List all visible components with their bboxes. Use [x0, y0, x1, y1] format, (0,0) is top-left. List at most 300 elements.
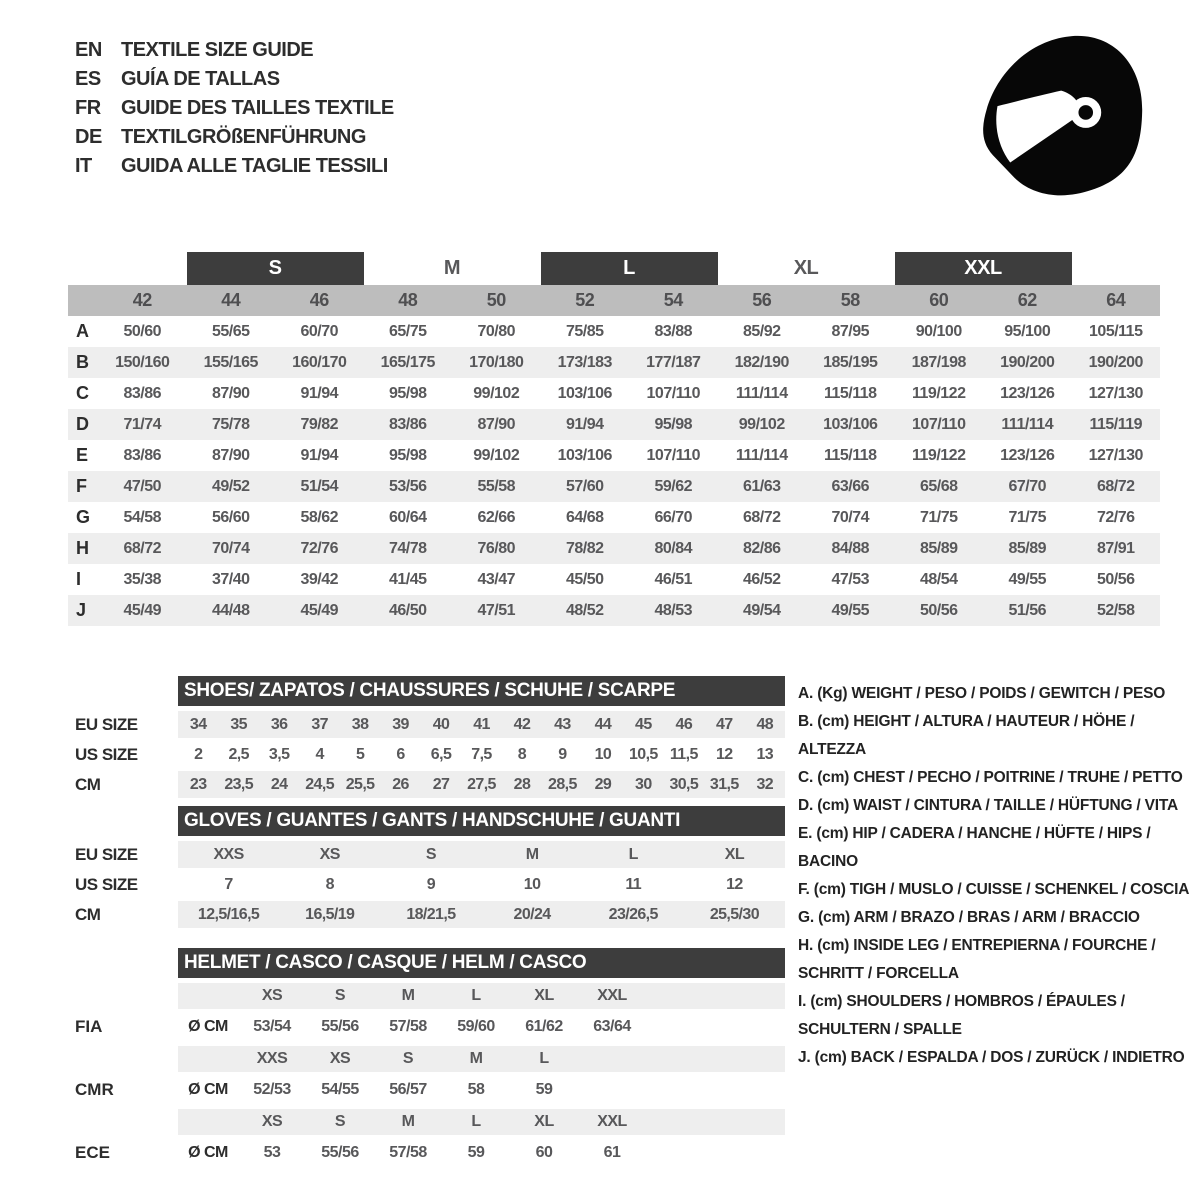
- measurement-cell: 49/52: [211, 477, 250, 495]
- row-label: US SIZE: [75, 874, 138, 894]
- measurement-cell: 54/58: [123, 508, 162, 526]
- measurement-cell: 85/89: [1008, 539, 1047, 557]
- language-title-row: [75, 152, 394, 181]
- size-cell: 55/56: [321, 1143, 359, 1161]
- measurement-cell: 99/102: [473, 446, 520, 464]
- helmet-fia-block: [68, 983, 785, 1042]
- ece-size-band: [68, 1109, 785, 1135]
- measurement-cell: 83/86: [388, 415, 427, 433]
- size-cell: 61: [603, 1143, 621, 1161]
- row-label: J: [76, 600, 87, 620]
- helmet-icon: [972, 26, 1154, 208]
- measurement-cell: 91/94: [300, 446, 339, 464]
- language-code: FR: [75, 97, 101, 119]
- size-cell: 24,5: [305, 775, 334, 793]
- measurement-cell: 99/102: [473, 384, 520, 402]
- measurement-cell: 45/49: [300, 601, 339, 619]
- measurement-cell: 182/190: [734, 353, 789, 371]
- measurement-cell: 105/115: [1089, 322, 1143, 340]
- measurement-cell: 47/53: [831, 570, 870, 588]
- spacer: [68, 1109, 178, 1135]
- measurement-cell: 58/62: [300, 508, 339, 526]
- measurement-cell: 51/56: [1008, 601, 1047, 619]
- measurement-cell: 190/200: [1000, 353, 1055, 371]
- size-cell: 59: [535, 1080, 553, 1098]
- size-cell: XXS: [213, 845, 244, 863]
- measurement-cell: 123/126: [1000, 384, 1055, 402]
- measurement-row: [68, 502, 1160, 533]
- measurement-cell: 185/195: [823, 353, 878, 371]
- measurement-cell: 173/183: [557, 353, 612, 371]
- size-label: XL: [534, 987, 554, 1004]
- fia-values-row: [68, 1011, 785, 1042]
- size-cell: 58: [467, 1080, 485, 1098]
- language-title-list: [75, 36, 394, 181]
- measurement-cell: 51/54: [300, 477, 339, 495]
- language-code: DE: [75, 126, 102, 148]
- size-column-header: 58: [840, 290, 860, 310]
- size-column-header: 54: [663, 290, 683, 310]
- gloves-us-size-row: [68, 871, 785, 898]
- measurement-row: [68, 595, 1160, 626]
- gloves-section-title: GLOVES / GUANTES / GANTS / HANDSCHUHE / GUANTI: [178, 806, 785, 836]
- size-label: XXL: [597, 1113, 627, 1130]
- language-title-row: [75, 36, 394, 65]
- measurement-cell: 82/86: [742, 539, 781, 557]
- row-cells: [178, 841, 785, 868]
- measurement-cell: 55/65: [211, 322, 250, 340]
- measurement-cell: 45/49: [123, 601, 162, 619]
- spacer: [1072, 252, 1161, 285]
- size-cell: 43: [554, 715, 571, 733]
- language-code: EN: [75, 39, 102, 61]
- measurement-cell: 50/60: [123, 322, 162, 340]
- size-cell: 59/60: [457, 1017, 495, 1035]
- size-cell: 29: [594, 775, 612, 793]
- measurement-cell: 59/62: [654, 477, 693, 495]
- size-cell: 57/58: [389, 1143, 427, 1161]
- measurement-rows: [68, 316, 1160, 626]
- measurement-cell: 41/45: [388, 570, 427, 588]
- measurement-cell: 85/92: [742, 322, 781, 340]
- row-cells: [178, 1074, 785, 1105]
- size-cell: 9: [426, 875, 436, 893]
- measurement-cell: 48/53: [654, 601, 693, 619]
- size-label: XS: [261, 1113, 283, 1130]
- apparel-size-table: [68, 252, 1160, 626]
- measurement-cell: 150/160: [115, 353, 170, 371]
- measurement-cell: 70/74: [211, 539, 250, 557]
- language-title-row: [75, 123, 394, 152]
- measurement-cell: 155/165: [203, 353, 258, 371]
- band-cells: [178, 983, 785, 1009]
- row-cells: [178, 901, 785, 928]
- measurement-row: [68, 564, 1160, 595]
- measurement-cell: 83/86: [123, 446, 162, 464]
- legend-item: J. (cm) BACK / ESPALDA / DOS / ZURÜCK / INDIETRO: [798, 1049, 1185, 1066]
- measurement-cell: 72/76: [1096, 508, 1135, 526]
- language-code: ES: [75, 68, 101, 90]
- size-cell: 54/55: [321, 1080, 359, 1098]
- size-cell: 36: [270, 715, 288, 733]
- measurement-cell: 79/82: [300, 415, 339, 433]
- row-cells: [178, 771, 785, 798]
- measurement-cell: 47/51: [477, 601, 516, 619]
- size-cell: 2,5: [228, 745, 249, 763]
- measurement-cell: 85/89: [919, 539, 958, 557]
- size-cell: 16,5/19: [305, 905, 355, 923]
- size-label: M: [469, 1050, 483, 1067]
- measurement-cell: 62/66: [477, 508, 516, 526]
- measurement-row: [68, 378, 1160, 409]
- size-cell: 60: [535, 1143, 553, 1161]
- row-cells: [178, 1011, 785, 1042]
- measurement-row: [68, 471, 1160, 502]
- spacer: [68, 983, 178, 1009]
- language-title-row: [75, 65, 394, 94]
- measurement-cell: 35/38: [123, 570, 162, 588]
- size-cell: 12: [726, 875, 743, 893]
- size-cell: 59: [467, 1143, 485, 1161]
- gloves-cm-row: [68, 901, 785, 928]
- measurement-cell: 119/122: [912, 446, 966, 464]
- language-title: GUIDE DES TAILLES TEXTILE: [121, 97, 394, 119]
- measurement-cell: 127/130: [1088, 446, 1143, 464]
- measurement-cell: 87/90: [211, 384, 250, 402]
- size-cell: 38: [351, 715, 369, 733]
- measurement-cell: 65/75: [388, 322, 427, 340]
- size-cell: 10: [523, 875, 541, 893]
- measurement-cell: 91/94: [565, 415, 604, 433]
- spacer: [98, 252, 187, 285]
- measurement-cell: 87/95: [831, 322, 870, 340]
- measurement-cell: 90/100: [915, 322, 962, 340]
- size-cell: 23/26,5: [608, 905, 658, 923]
- size-cell: S: [425, 845, 436, 863]
- size-cell: 30: [635, 775, 652, 793]
- spacer: [178, 983, 238, 1009]
- size-group-xxl: XXL: [895, 252, 1072, 285]
- row-label: H: [76, 538, 89, 558]
- measurement-cell: 46/51: [654, 570, 693, 588]
- legend-item: A. (Kg) WEIGHT / PESO / POIDS / GEWITCH / PESO: [798, 685, 1166, 702]
- size-cell: 34: [189, 715, 207, 733]
- standard-label: ECE: [75, 1142, 110, 1162]
- measurement-cell: 50/56: [919, 601, 958, 619]
- measurement-cell: 107/110: [646, 446, 700, 464]
- measurement-cell: 48/54: [919, 570, 958, 588]
- size-cell: 23: [189, 775, 207, 793]
- measurement-cell: 107/110: [912, 415, 966, 433]
- size-cell: 42: [513, 715, 531, 733]
- measurement-cell: 91/94: [300, 384, 339, 402]
- size-label: XXL: [597, 987, 627, 1004]
- measurement-cell: 170/180: [469, 353, 524, 371]
- measurement-cell: 46/50: [388, 601, 427, 619]
- size-group-s: S: [187, 252, 364, 285]
- measurement-cell: 50/56: [1096, 570, 1135, 588]
- row-label: US SIZE: [75, 744, 138, 764]
- size-column-header: 46: [309, 290, 329, 310]
- size-cell: 35: [230, 715, 247, 733]
- measurement-cell: 190/200: [1088, 353, 1143, 371]
- size-cell: 5: [355, 745, 365, 763]
- row-label: CM: [75, 774, 101, 794]
- measurement-cell: 95/98: [388, 446, 427, 464]
- measurement-cell: 87/91: [1096, 539, 1135, 557]
- size-number-header-row: [68, 285, 1160, 316]
- shoes-us-size-row: [68, 741, 785, 768]
- cmr-size-band: [68, 1046, 785, 1072]
- size-cell: 13: [756, 745, 774, 763]
- measurement-cell: 52/58: [1096, 601, 1135, 619]
- size-cell: 12,5/16,5: [197, 905, 260, 923]
- size-label: L: [471, 987, 481, 1004]
- measurement-cell: 71/75: [919, 508, 958, 526]
- size-cell: 11,5: [669, 745, 698, 763]
- measurement-cell: 103/106: [557, 384, 612, 402]
- measurement-cell: 70/80: [477, 322, 516, 340]
- size-cell: 28: [513, 775, 531, 793]
- legend-item: G. (cm) ARM / BRAZO / BRAS / ARM / BRACCIO: [798, 909, 1140, 926]
- measurement-cell: 187/198: [911, 353, 966, 371]
- row-label: E: [76, 445, 89, 465]
- legend-item: H. (cm) INSIDE LEG / ENTREPIERNA / FOURCHE / SCHRITT / FORCELLA: [798, 937, 1156, 982]
- size-cell: 26: [392, 775, 409, 793]
- size-label: XL: [534, 1113, 554, 1130]
- size-cell: 32: [756, 775, 774, 793]
- measurement-cell: 49/55: [831, 601, 870, 619]
- size-cell: 30,5: [669, 775, 699, 793]
- shoes-cm-row: [68, 771, 785, 798]
- size-cell: L: [628, 845, 638, 863]
- size-cell: 53/54: [253, 1017, 291, 1035]
- measurement-cell: 57/60: [565, 477, 604, 495]
- helmet-cmr-block: [68, 1046, 785, 1105]
- size-cell: 3,5: [268, 745, 290, 763]
- measurement-cell: 45/50: [565, 570, 604, 588]
- size-cell: 47: [715, 715, 733, 733]
- standard-label: FIA: [75, 1016, 103, 1036]
- measurement-cell: 95/100: [1004, 322, 1051, 340]
- unit-label: Ø CM: [188, 1080, 228, 1098]
- size-label: L: [539, 1050, 549, 1067]
- row-label: A: [76, 321, 89, 341]
- spacer: [178, 1109, 238, 1135]
- size-cell: 27,5: [467, 775, 496, 793]
- measurement-cell: 47/50: [123, 477, 162, 495]
- size-cell: 11: [625, 875, 642, 893]
- size-cell: 37: [311, 715, 328, 733]
- measurement-cell: 49/54: [742, 601, 781, 619]
- size-group-m: M: [443, 257, 461, 279]
- size-column-header: 42: [132, 290, 152, 310]
- measurement-cell: 56/60: [211, 508, 250, 526]
- measurement-cell: 49/55: [1008, 570, 1047, 588]
- measurement-cell: 123/126: [1000, 446, 1055, 464]
- legend-item: D. (cm) WAIST / CINTURA / TAILLE / HÜFTUNG / VITA: [798, 797, 1178, 814]
- measurement-cell: 103/106: [557, 446, 612, 464]
- measurement-cell: 160/170: [292, 353, 347, 371]
- measurement-cell: 95/98: [654, 415, 693, 433]
- measurement-cell: 48/52: [565, 601, 604, 619]
- measurement-cell: 44/48: [211, 601, 250, 619]
- language-title: GUÍA DE TALLAS: [121, 68, 280, 90]
- measurement-cell: 61/63: [742, 477, 781, 495]
- measurement-cell: 68/72: [123, 539, 162, 557]
- size-cell: 63/64: [593, 1017, 631, 1035]
- legend-item: B. (cm) HEIGHT / ALTURA / HAUTEUR / HÖHE / ALTEZZA: [798, 713, 1135, 758]
- measurement-cell: 76/80: [477, 539, 516, 557]
- gloves-eu-size-row: [68, 841, 785, 868]
- size-cell: 39: [392, 715, 409, 733]
- size-cell: 25,5: [345, 775, 375, 793]
- legend-item: I. (cm) SHOULDERS / HOMBROS / ÉPAULES / SCHULTERN / SPALLE: [798, 993, 1125, 1038]
- size-cell: 40: [432, 715, 450, 733]
- row-label: CM: [75, 904, 101, 924]
- row-cells: [178, 711, 785, 738]
- measurement-legend: [798, 680, 1196, 1072]
- measurement-cell: 68/72: [742, 508, 781, 526]
- measurement-cell: 71/75: [1008, 508, 1047, 526]
- shoes-size-table: [68, 676, 785, 801]
- size-cell: 45: [635, 715, 652, 733]
- ece-values-row: [68, 1137, 785, 1168]
- size-cell: 12: [715, 745, 733, 763]
- language-code: IT: [75, 155, 92, 177]
- measurement-cell: 37/40: [211, 570, 250, 588]
- size-label: M: [401, 1113, 415, 1130]
- fia-size-band: [68, 983, 785, 1009]
- helmet-size-table: [68, 948, 785, 1172]
- size-column-header: 62: [1017, 290, 1037, 310]
- measurement-cell: 115/118: [823, 446, 877, 464]
- measurement-cell: 103/106: [823, 415, 878, 433]
- size-cell: 56/57: [389, 1080, 427, 1098]
- measurement-cell: 111/114: [735, 384, 788, 402]
- measurement-cell: 177/187: [646, 353, 701, 371]
- size-cell: 18/21,5: [406, 905, 456, 923]
- row-label: EU SIZE: [75, 714, 138, 734]
- measurement-cell: 55/58: [477, 477, 516, 495]
- row-label: EU SIZE: [75, 844, 138, 864]
- size-cell: 25,5/30: [709, 905, 759, 923]
- cmr-values-row: [68, 1074, 785, 1105]
- language-title: TEXTILE SIZE GUIDE: [121, 39, 314, 61]
- measurement-cell: 80/84: [654, 539, 693, 557]
- measurement-cell: 127/130: [1088, 384, 1143, 402]
- size-cell: 31,5: [709, 775, 739, 793]
- measurement-cell: 70/74: [831, 508, 870, 526]
- size-cell: 7,5: [471, 745, 492, 763]
- size-column-header: 44: [221, 290, 241, 310]
- size-label: S: [334, 1113, 346, 1130]
- size-cell: 48: [756, 715, 774, 733]
- row-label: I: [76, 569, 82, 589]
- measurement-cell: 83/88: [654, 322, 693, 340]
- size-cell: 53: [263, 1143, 281, 1161]
- size-group-l: L: [541, 252, 718, 285]
- size-label: XXS: [256, 1050, 288, 1067]
- measurement-row: [68, 440, 1160, 471]
- measurement-cell: 111/114: [735, 446, 788, 464]
- size-column-header: 52: [575, 290, 595, 310]
- measurement-row: [68, 409, 1160, 440]
- size-cell: 6: [396, 745, 405, 763]
- legend-item: F. (cm) TIGH / MUSLO / CUISSE / SCHENKEL / COSCIA: [798, 881, 1190, 898]
- size-cell: 20/24: [513, 905, 551, 923]
- measurement-cell: 66/70: [654, 508, 693, 526]
- measurement-cell: 83/86: [123, 384, 162, 402]
- size-label: XS: [329, 1050, 351, 1067]
- language-title: GUIDA ALLE TAGLIE TESSILI: [121, 155, 388, 177]
- size-cell: 8: [325, 875, 334, 893]
- measurement-cell: 115/118: [823, 384, 877, 402]
- size-cell: XL: [724, 845, 745, 863]
- measurement-cell: 64/68: [565, 508, 604, 526]
- unit-label: Ø CM: [188, 1017, 228, 1035]
- size-cell: 52/53: [253, 1080, 291, 1098]
- row-label: C: [76, 383, 89, 403]
- measurement-cell: 95/98: [388, 384, 427, 402]
- size-cell: XS: [319, 845, 340, 863]
- legend-item: C. (cm) CHEST / PECHO / POITRINE / TRUHE / PETTO: [798, 769, 1183, 786]
- measurement-cell: 60/70: [300, 322, 339, 340]
- language-title-row: [75, 94, 394, 123]
- measurement-cell: 71/74: [123, 415, 162, 433]
- size-label: S: [402, 1050, 414, 1067]
- band-cells: [178, 1109, 785, 1135]
- size-cell: 10,5: [628, 745, 658, 763]
- measurement-cell: 53/56: [388, 477, 427, 495]
- measurement-cell: 46/52: [742, 570, 781, 588]
- band-cells: [178, 1046, 785, 1072]
- measurement-cell: 65/68: [919, 477, 958, 495]
- size-group-xl: XL: [793, 257, 819, 279]
- row-cells: [178, 741, 785, 768]
- measurement-cell: 87/90: [211, 446, 250, 464]
- row-label: B: [76, 352, 89, 372]
- size-cell: 44: [594, 715, 612, 733]
- row-label: F: [76, 476, 87, 496]
- size-column-header: 48: [398, 290, 418, 310]
- shoes-eu-size-row: [68, 711, 785, 738]
- size-column-header: 64: [1106, 290, 1126, 310]
- size-cell: 55/56: [321, 1017, 359, 1035]
- size-label: XS: [261, 987, 283, 1004]
- size-cell: 61/62: [525, 1017, 563, 1035]
- measurement-row: [68, 347, 1160, 378]
- size-group-row: [68, 252, 1160, 285]
- size-cell: 24: [270, 775, 288, 793]
- size-cell: 7: [224, 875, 233, 893]
- helmet-ece-block: [68, 1109, 785, 1168]
- spacer: [68, 1046, 178, 1072]
- size-label: S: [334, 987, 346, 1004]
- gloves-size-table: [68, 806, 785, 931]
- standard-label: CMR: [75, 1079, 114, 1099]
- measurement-cell: 107/110: [646, 384, 700, 402]
- row-label: G: [76, 507, 91, 527]
- measurement-cell: 39/42: [300, 570, 339, 588]
- size-cell: 10: [594, 745, 612, 763]
- size-cell: 6,5: [430, 745, 452, 763]
- size-cell: 2: [194, 745, 203, 763]
- spacer: [68, 285, 98, 316]
- measurement-cell: 99/102: [738, 415, 785, 433]
- size-cell: 41: [473, 715, 490, 733]
- row-cells: [178, 1137, 785, 1168]
